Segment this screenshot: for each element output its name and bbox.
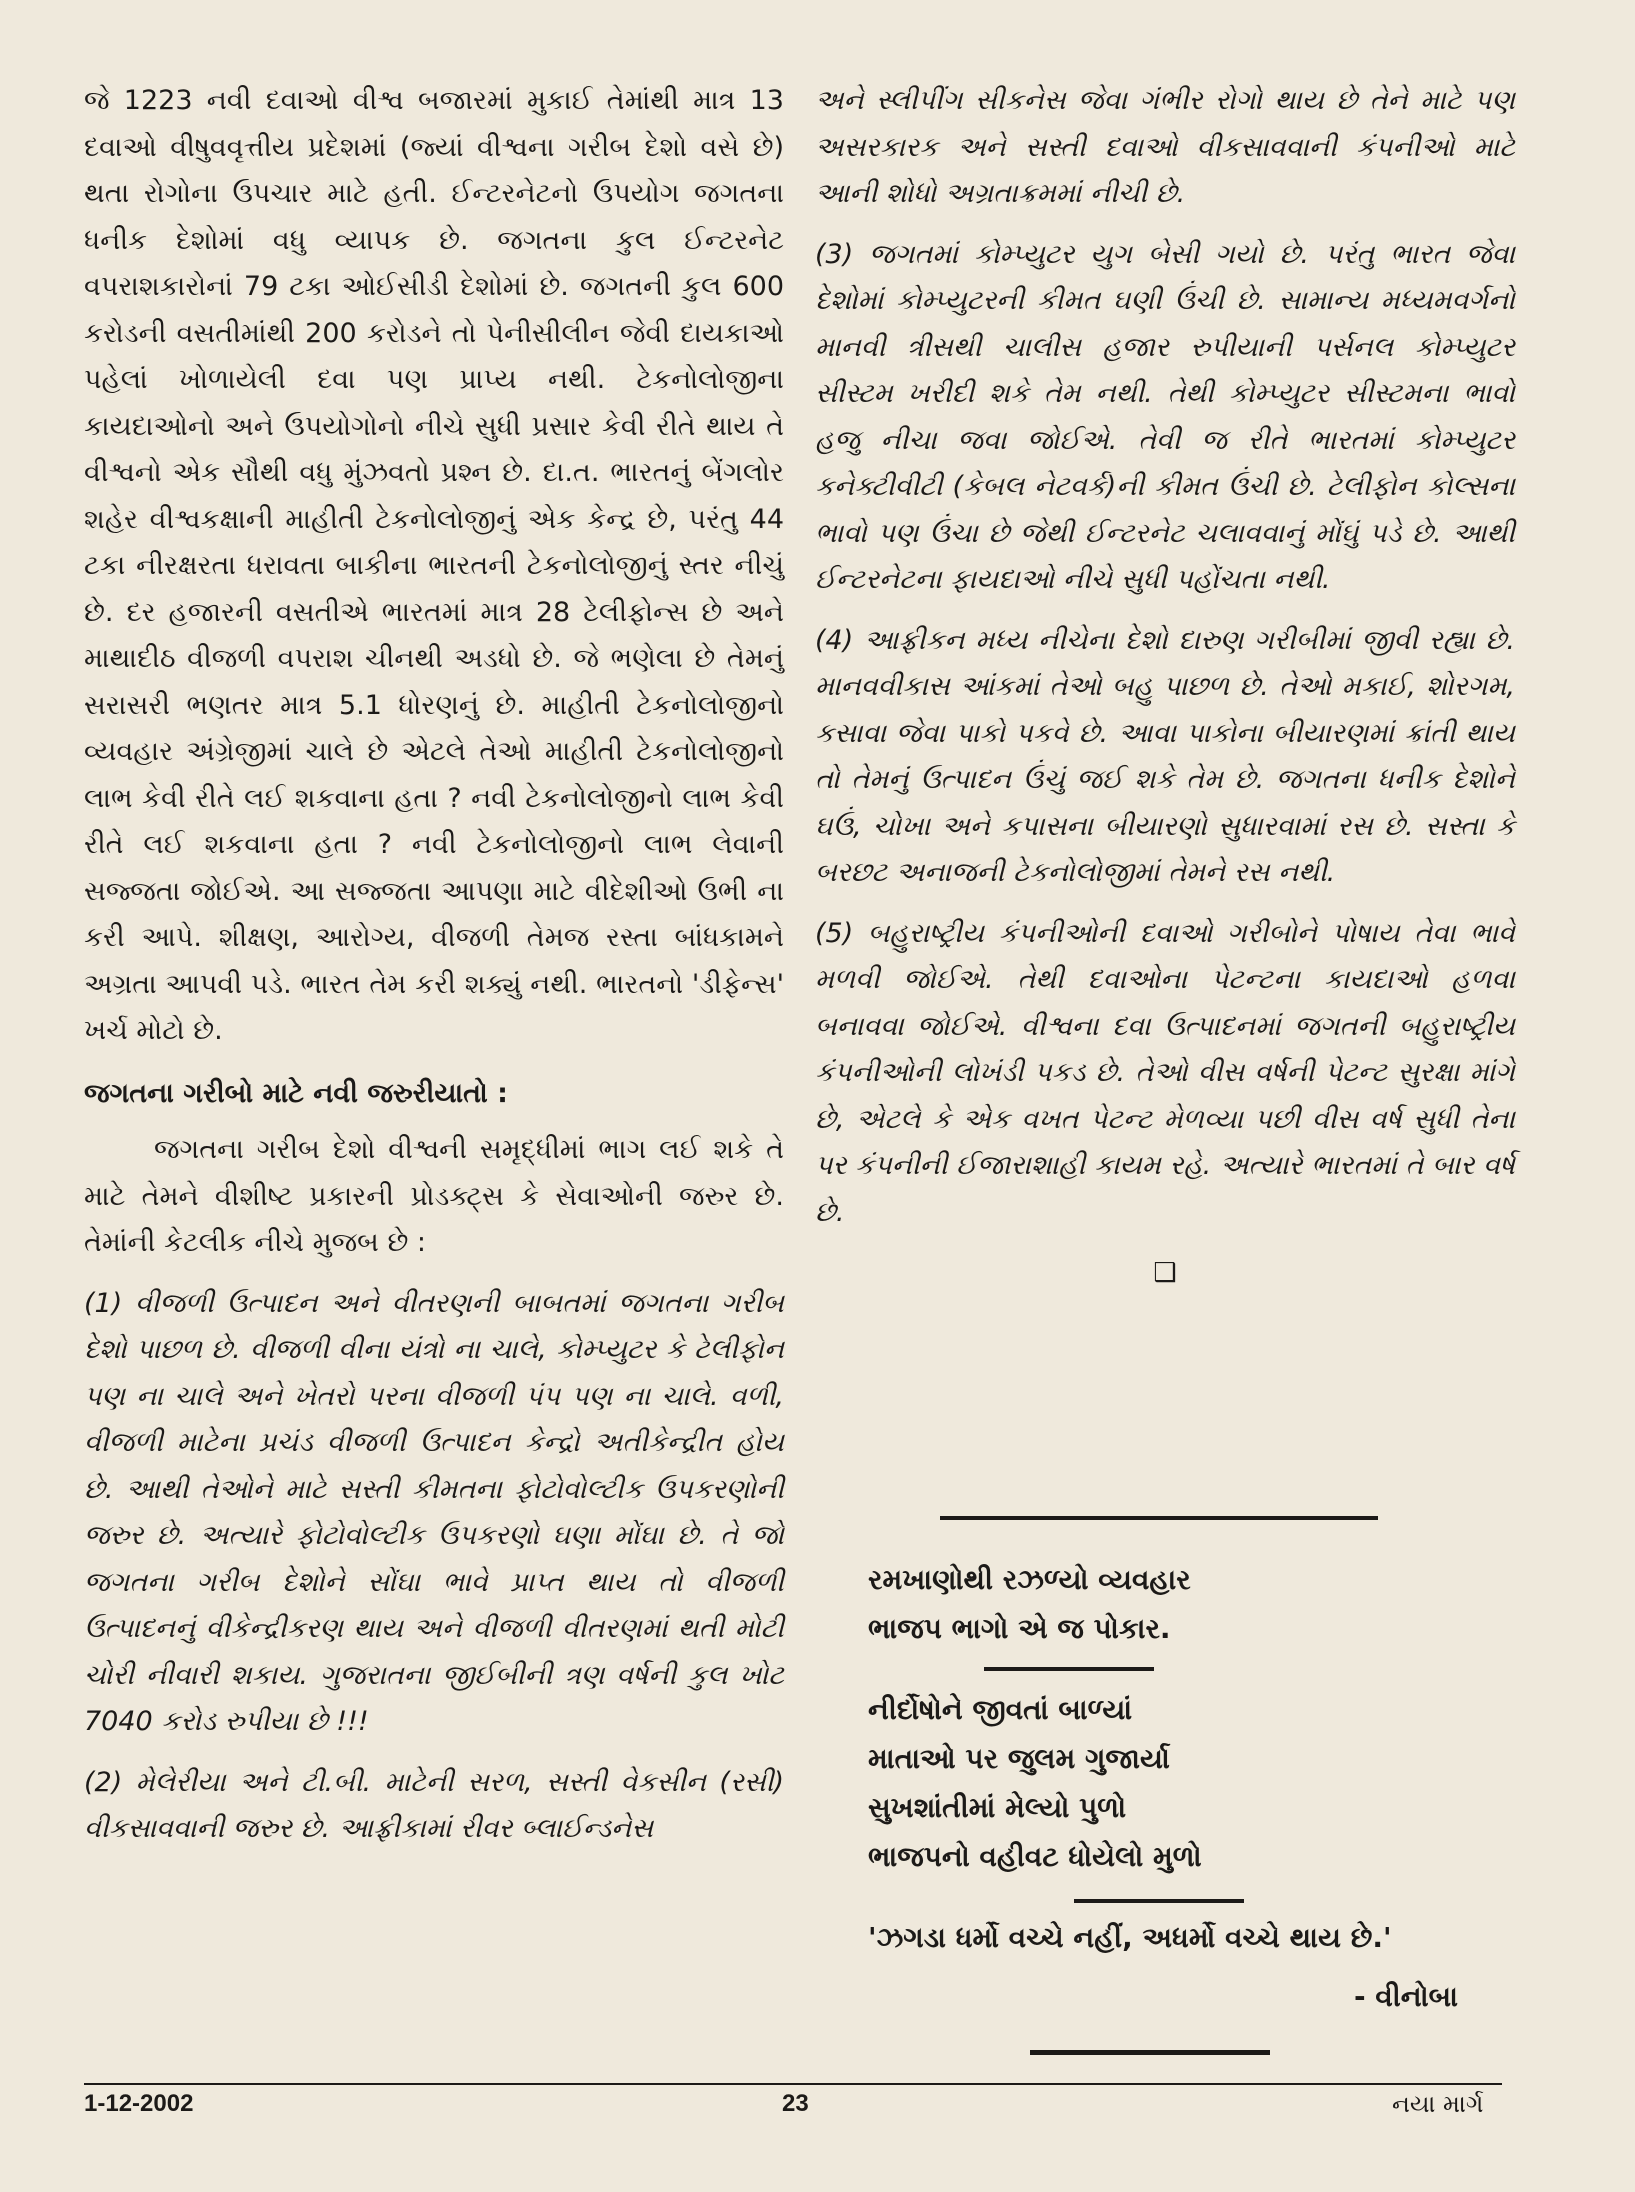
point-2-end: અને સ્લીપીંગ સીકનેસ જેવા ગંભીર રોગો થાય છે તેને માટે પણ અસરકારક અને સસ્તી દવાઓ વીકસાવવાની કંપનીઓ માટે આની શોધો અગ્રતાક્રમમાં નીચી છે.	[815, 85, 1515, 209]
needs-intro: જગતના ગરીબ દેશો વીશ્વની સમૃદ્ધીમાં ભાગ લઈ શકે તે માટે તેમને વીશીષ્ટ પ્રકારની પ્રોડક્ટ્સ કે સેવાઓની જરુર છે. તેમાંની કેટલીક નીચે મુજબ છે :	[84, 1134, 784, 1258]
section-heading: જગતના ગરીબો માટે નવી જરુરીયાતો :	[84, 1077, 508, 1109]
poem-line: ભાજપ ભાગો એ જ પોકાર.	[868, 1612, 1171, 1645]
point-4: (4) આફ્રીકન મધ્ય નીચેના દેશો દારુણ ગરીબીમાં જીવી રહ્યા છે. માનવવીકાસ આંકમાં તેઓ બહુ પાછળ છે. તેઓ મકાઈ, શોરગમ, કસાવા જેવા પાકો પકવે છે. આવા પાકોના બીયારણમાં ક્રાંતી થાય તો તેમનું ઉત્પાદન ઉંચું જઈ શકે તેમ છે. જગતના ધનીક દેશોને ઘઉં, ચોખા અને કપાસના બીયારણો સુધારવામાં રસ છે. સસ્તા કે બરછટ અનાજની ટેકનોલોજીમાં તેમને રસ નથી.	[815, 624, 1515, 888]
left-column	[84, 78, 784, 1867]
end-mark-icon: ❑	[1153, 1258, 1177, 1288]
poem-bottom-rule	[1030, 2050, 1270, 2055]
poem-top-rule	[940, 1516, 1378, 1520]
poem-line: નીર્દોષોને જીવતાં બાળ્યાં	[868, 1693, 1133, 1726]
point-3: (3) જગતમાં કોમ્પ્યુટર યુગ બેસી ગયો છે. પરંતુ ભારત જેવા દેશોમાં કોમ્પ્યુટરની કીમત ઘણી ઉંચી છે. સામાન્ય મધ્યમવર્ગનો માનવી ત્રીસથી ચાલીસ હજાર રુપીયાની પર્સનલ કોમ્પ્યુટર સીસ્ટમ ખરીદી શકે તેમ નથી. તેથી કોમ્પ્યુટર સીસ્ટમના ભાવો હજુ નીચા જવા જોઈએ. તેવી જ રીતે ભારતમાં કોમ્પ્યુટર કનેક્ટીવીટી (કેબલ નેટવર્ક)ની કીમત ઉંચી છે. ટેલીફોન કોલ્સના ભાવો પણ ઉંચા છે જેથી ઈન્ટરનેટ ચલાવવાનું મોંઘું પડે છે. આથી ઈન્ટરનેટના ફાયદાઓ નીચે સુધી પહોંચતા નથી.	[815, 238, 1515, 595]
footer-rule	[84, 2083, 1502, 2085]
footer-magazine-name: નયા માર્ગ	[1392, 2090, 1484, 2118]
poem-box	[868, 1555, 1488, 2021]
poem-divider	[984, 1667, 1154, 1671]
poem-divider	[1074, 1899, 1244, 1903]
poem-line: રમખાણોથી રઝળ્યો વ્યવહાર	[868, 1563, 1191, 1596]
point-2-start: (2) મેલેરીયા અને ટી.બી. માટેની સરળ, સસ્તી વેકસીન (રસી) વીકસાવવાની જરુર છે. આફ્રીકામાં રીવર બ્લાઈન્ડનેસ	[84, 1766, 784, 1844]
poem-stanza-2	[868, 1685, 1488, 1881]
right-column	[815, 78, 1515, 1297]
poem-line: ભાજપનો વહીવટ ધોયેલો મુળો	[868, 1840, 1202, 1873]
poem-line: સુખશાંતીમાં મેલ્યો પુળો	[868, 1791, 1127, 1824]
poem-author: - વીનોબા	[1353, 1980, 1458, 2013]
poem-quote: 'ઝગડા ધર્મો વચ્ચે નહીં, અધર્મો વચ્ચે થાય છે.'	[868, 1921, 1392, 1954]
point-1: (1) વીજળી ઉત્પાદન અને વીતરણની બાબતમાં જગતના ગરીબ દેશો પાછળ છે. વીજળી વીના યંત્રો ના ચાલે, કોમ્પ્યુટર કે ટેલીફોન પણ ના ચાલે અને ખેતરો પરના વીજળી પંપ પણ ના ચાલે. વળી, વીજળી માટેના પ્રચંડ વીજળી ઉત્પાદન કેન્દ્રો અતીકેન્દ્રીત હોય છે. આથી તેઓને માટે સસ્તી કીમતના ફોટોવોલ્ટીક ઉપકરણોની જરુર છે. અત્યારે ફોટોવોલ્ટીક ઉપકરણો ઘણા મોંઘા છે. તે જો જગતના ગરીબ દેશોને સોંઘા ભાવે પ્રાપ્ત થાય તો વીજળી ઉત્પાદનનું વીકેન્દ્રીકરણ થાય અને વીજળી વીતરણમાં થતી મોટી ચોરી નીવારી શકાય. ગુજરાતના જીઈબીની ત્રણ વર્ષની કુલ ખોટ 7040 કરોડ રુપીયા છે !!!	[84, 1287, 784, 1737]
footer-page-number: 23	[782, 2090, 809, 2117]
poem-line: માતાઓ પર જુલમ ગુજાર્યા	[868, 1742, 1170, 1775]
footer-date: 1-12-2002	[84, 2090, 194, 2117]
poem-stanza-1	[868, 1555, 1488, 1653]
intro-paragraph: જે 1223 નવી દવાઓ વીશ્વ બજારમાં મુકાઈ તેમાંથી માત્ર 13 દવાઓ વીષુવવૃત્તીય પ્રદેશમાં (જ્યાં વીશ્વના ગરીબ દેશો વસે છે) થતા રોગોના ઉપચાર માટે હતી. ઈન્ટરનેટનો ઉપયોગ જગતના ધનીક દેશોમાં વધુ વ્યાપક છે. જગતના કુલ ઈન્ટરનેટ વપરાશકારોનાં 79 ટકા ઓઈસીડી દેશોમાં છે. જગતની કુલ 600 કરોડની વસતીમાંથી 200 કરોડને તો પેનીસીલીન જેવી દાયકાઓ પહેલાં ખોળાયેલી દવા પણ પ્રાપ્ય નથી. ટેકનોલોજીના કાયદાઓનો અને ઉપયોગોનો નીચે સુધી પ્રસાર કેવી રીતે થાય તે વીશ્વનો એક સૌથી વધુ મુંઝવતો પ્રશ્ન છે. દા.ત. ભારતનું બેંગલોર શહેર વીશ્વકક્ષાની માહીતી ટેકનોલોજીનું એક કેન્દ્ર છે, પરંતુ 44 ટકા નીરક્ષરતા ધરાવતા બાકીના ભારતની ટેકનોલોજીનું સ્તર નીચું છે. દર હજારની વસતીએ ભારતમાં માત્ર 28 ટેલીફોન્સ છે અને માથાદીઠ વીજળી વપરાશ ચીનથી અડધો છે. જે ભણેલા છે તેમનું સરાસરી ભણતર માત્ર 5.1 ધોરણનું છે. માહીતી ટેકનોલોજીનો વ્યવહાર અંગ્રેજીમાં ચાલે છે એટલે તેઓ માહીતી ટેકનોલોજીનો લાભ કેવી રીતે લઈ શકવાના હતા ? નવી ટેકનોલોજીનો લાભ કેવી રીતે લઈ શકવાના હતા ? નવી ટેકનોલોજીનો લાભ લેવાની સજ્જતા જોઈએ. આ સજ્જતા આપણા માટે વીદેશીઓ ઉભી ના કરી આપે. શીક્ષણ, આરોગ્ય, વીજળી તેમજ રસ્તા બાંધકામને અગ્રતા આપવી પડે. ભારત તેમ કરી શક્યું નથી. ભારતનો 'ડીફેન્સ' ખર્ચ મોટો છે.	[84, 85, 784, 1046]
point-5: (5) બહુરાષ્ટ્રીય કંપનીઓની દવાઓ ગરીબોને પોષાય તેવા ભાવે મળવી જોઈએ. તેથી દવાઓના પેટન્ટના કાયદાઓ હળવા બનાવવા જોઈએ. વીશ્વના દવા ઉત્પાદનમાં જગતની બહુરાષ્ટ્રીય કંપનીઓની લોખંડી પકડ છે. તેઓ વીસ વર્ષની પેટન્ટ સુરક્ષા માંગે છે, એટલે કે એક વખત પેટન્ટ મેળવ્યા પછી વીસ વર્ષ સુધી તેના પર કંપનીની ઈજારાશાહી કાયમ રહે. અત્યારે ભારતમાં તે બાર વર્ષ છે.	[815, 917, 1515, 1228]
